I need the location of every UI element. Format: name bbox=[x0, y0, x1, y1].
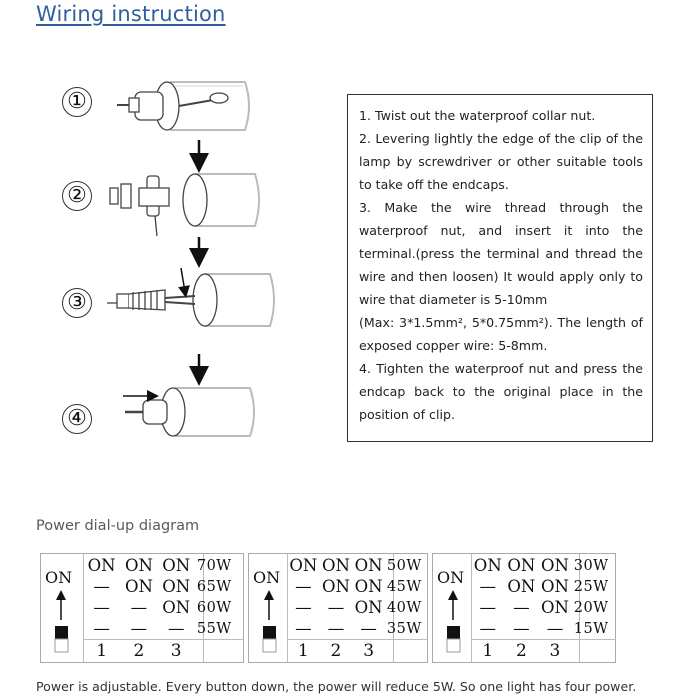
dial-power-value: 20W bbox=[573, 599, 609, 616]
dial-cell: — bbox=[479, 577, 497, 596]
dial-cell: ON bbox=[354, 598, 383, 617]
dial-power-value: 25W bbox=[573, 578, 609, 595]
instruction-step-4: 4. Tighten the waterproof nut and press the endcap back to the original place in the position of clip. bbox=[359, 361, 643, 422]
dial-power-value: 35W bbox=[386, 620, 422, 637]
step-1-lamp-illustration bbox=[117, 82, 249, 130]
dial-cell: ON bbox=[87, 556, 116, 575]
step-number-2: ② bbox=[62, 181, 92, 211]
dial-cell: ON bbox=[289, 556, 318, 575]
switch-number: 3 bbox=[158, 640, 195, 662]
dial-cell: ON bbox=[162, 598, 191, 617]
instruction-step-3-note: (Max: 3*1.5mm², 5*0.75mm²). The length of exposed copper wire: 5-8mm. bbox=[359, 315, 643, 353]
step-3-lamp-illustration bbox=[107, 268, 274, 326]
dial-table-1 bbox=[40, 553, 244, 663]
dial-power-value: 45W bbox=[386, 578, 422, 595]
step-number-3: ③ bbox=[62, 288, 92, 318]
dial-cell: — bbox=[93, 619, 110, 638]
dial-cell: — bbox=[295, 577, 312, 596]
dial-power-value: 30W bbox=[573, 557, 609, 574]
dial-cell: ON bbox=[507, 577, 536, 596]
dial-cell: ON bbox=[162, 556, 191, 575]
dial-table-3 bbox=[432, 553, 616, 663]
dip-switch-icon bbox=[443, 590, 463, 660]
dial-cell: — bbox=[295, 619, 312, 638]
switch-number: 3 bbox=[352, 640, 385, 662]
switch-number: 3 bbox=[538, 640, 572, 662]
dial-cell: ON bbox=[321, 577, 350, 596]
dial-cell: ON bbox=[507, 556, 536, 575]
switch-number: 1 bbox=[83, 640, 120, 662]
dial-cell: — bbox=[130, 598, 148, 617]
dip-switch-icon bbox=[51, 590, 71, 660]
dial-cell: ON bbox=[354, 577, 383, 596]
dial-power-value: 65W bbox=[196, 578, 232, 595]
dial-cell: ON bbox=[124, 577, 153, 596]
step-2-lamp-illustration bbox=[110, 174, 259, 236]
dial-power-value: 15W bbox=[573, 620, 609, 637]
dial-power-value: 55W bbox=[196, 620, 232, 637]
dial-on-label: ON bbox=[253, 568, 281, 587]
dial-table-2 bbox=[248, 553, 428, 663]
dial-cell: ON bbox=[540, 598, 569, 617]
switch-number: 1 bbox=[471, 640, 505, 662]
step-number-4: ④ bbox=[62, 404, 92, 434]
instruction-step-1: 1. Twist out the waterproof collar nut. bbox=[359, 108, 596, 123]
dial-power-value: 70W bbox=[196, 557, 232, 574]
dial-cell: — bbox=[513, 598, 530, 617]
dial-cell: ON bbox=[473, 556, 502, 575]
page-title: Wiring instruction bbox=[36, 2, 226, 26]
dial-cell: — bbox=[130, 619, 148, 638]
dial-cell: ON bbox=[540, 556, 569, 575]
instructions-box bbox=[347, 94, 653, 442]
dial-cell: — bbox=[93, 577, 110, 596]
dial-cell: — bbox=[360, 619, 377, 638]
step-4-lamp-illustration bbox=[123, 388, 254, 436]
dial-cell: ON bbox=[354, 556, 383, 575]
switch-number: 1 bbox=[287, 640, 320, 662]
switch-number: 2 bbox=[320, 640, 353, 662]
dial-cell: ON bbox=[540, 577, 569, 596]
dial-on-label: ON bbox=[437, 568, 465, 587]
dial-cell: — bbox=[479, 619, 497, 638]
switch-number: 2 bbox=[505, 640, 539, 662]
wiring-illustration bbox=[95, 70, 340, 460]
dial-cell: — bbox=[327, 619, 345, 638]
instruction-step-2: 2. Levering lightly the edge of the clip of the lamp by screwdriver or other suitable tools to take off the endcaps. bbox=[359, 131, 643, 192]
dial-on-label: ON bbox=[45, 568, 73, 587]
dial-cell: — bbox=[513, 619, 530, 638]
instruction-step-3: 3. Make the wire thread through the waterproof nut, and insert it into the terminal.(press the terminal and thread the wire and then loosen) It would apply only to wire that diameter is 5-10mm bbox=[359, 200, 643, 307]
dip-switch-icon bbox=[259, 590, 279, 660]
dial-cell: ON bbox=[162, 577, 191, 596]
dial-cell: — bbox=[327, 598, 345, 617]
dial-cell: ON bbox=[321, 556, 350, 575]
dial-power-value: 60W bbox=[196, 599, 232, 616]
dial-cell: — bbox=[167, 619, 185, 638]
dial-cell: — bbox=[295, 598, 312, 617]
dial-cell: — bbox=[546, 619, 564, 638]
dial-power-value: 40W bbox=[386, 599, 422, 616]
dial-section-title: Power dial-up diagram bbox=[36, 518, 200, 534]
dial-cell: — bbox=[93, 598, 110, 617]
footer-note: Power is adjustable. Every button down, the power will reduce 5W. So one light has four power. bbox=[36, 679, 637, 694]
switch-number: 2 bbox=[120, 640, 157, 662]
dial-power-value: 50W bbox=[386, 557, 422, 574]
dial-cell: ON bbox=[124, 556, 153, 575]
step-number-1: ① bbox=[62, 87, 92, 117]
dial-cell: — bbox=[479, 598, 497, 617]
